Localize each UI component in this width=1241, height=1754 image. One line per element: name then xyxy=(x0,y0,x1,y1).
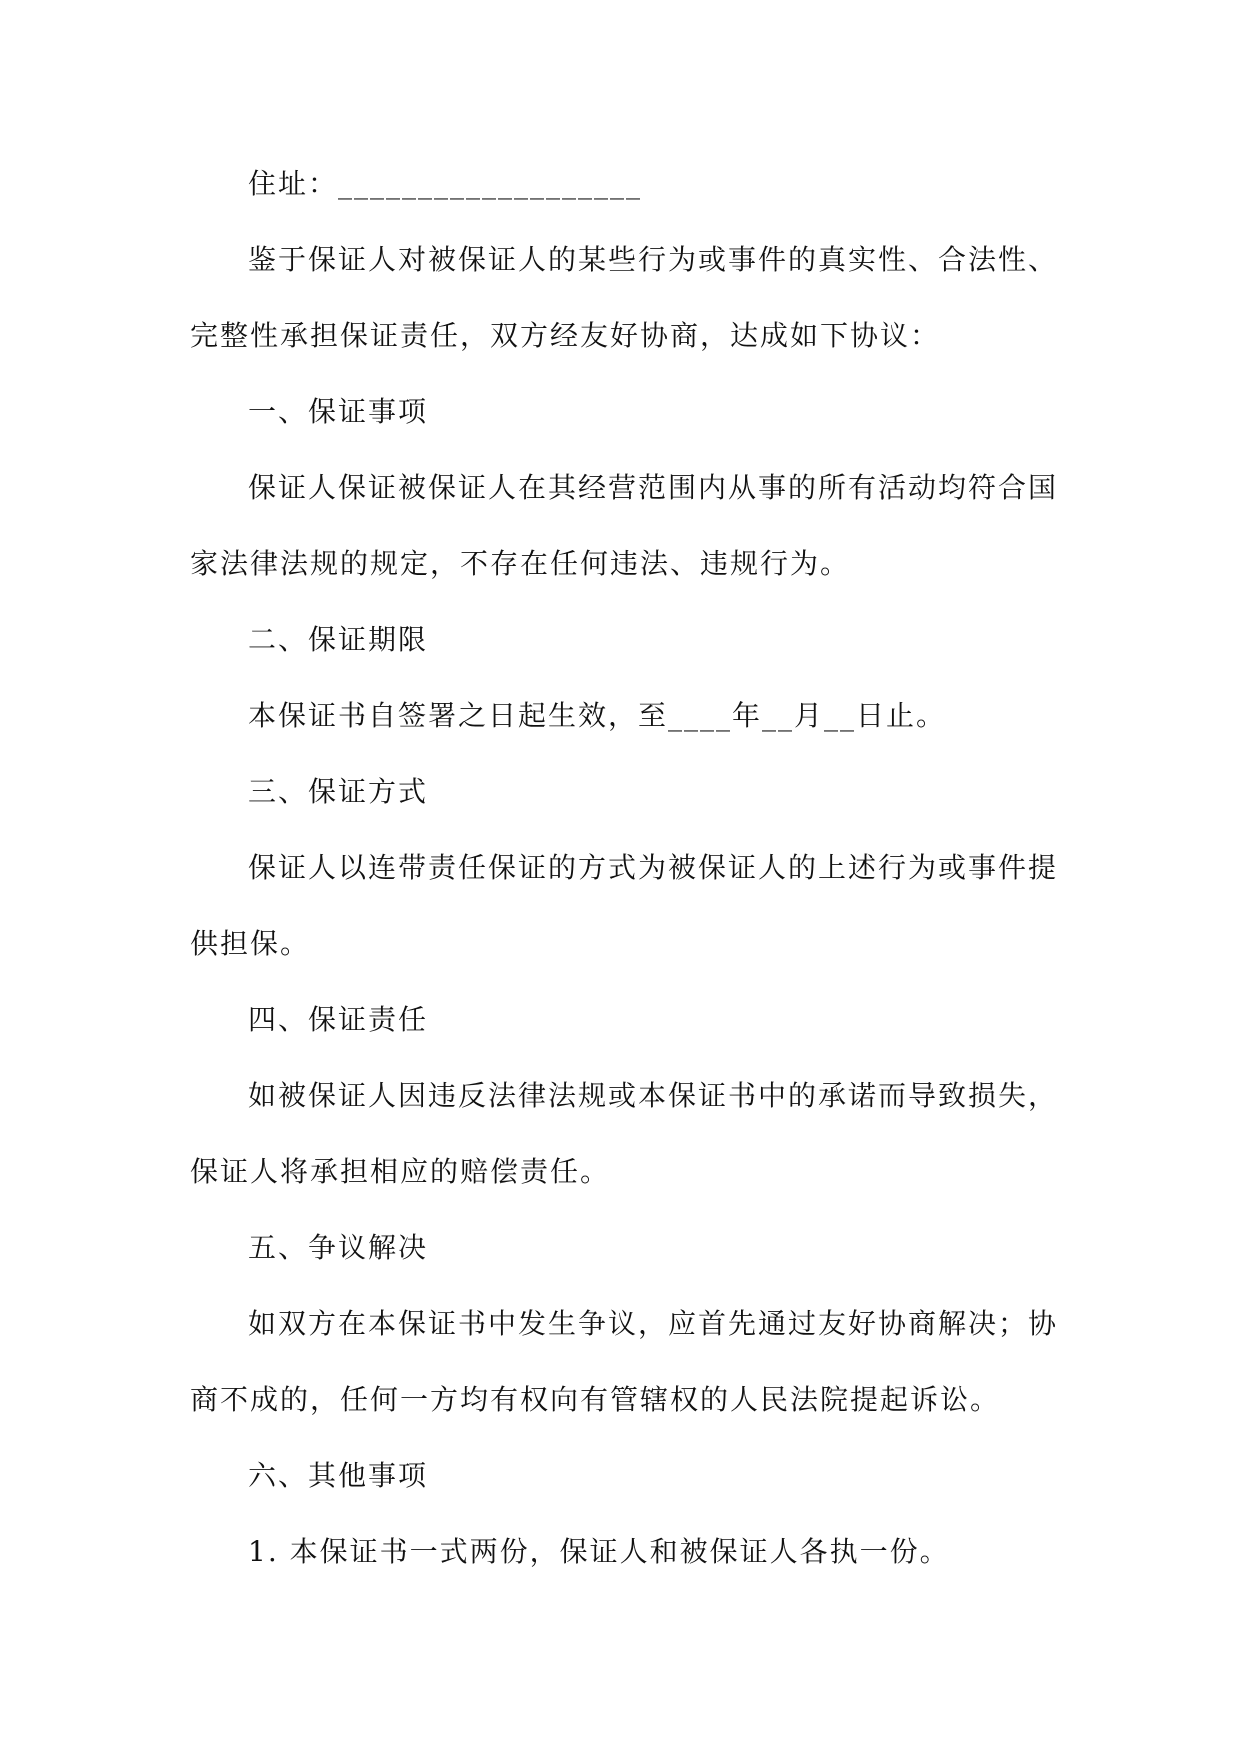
section-6-title: 六、其他事项 xyxy=(248,1459,429,1492)
section-3-title: 三、保证方式 xyxy=(248,775,429,808)
section-4-title: 四、保证责任 xyxy=(248,1003,429,1036)
section-5-title: 五、争议解决 xyxy=(248,1231,429,1264)
address-line: 住址：___________________ xyxy=(248,167,643,200)
section-2-title: 二、保证期限 xyxy=(248,623,429,656)
section-5-body: 如双方在本保证书中发生争议，应首先通过友好协商解决；协商不成的，任何一方均有权向有管辖权的人民法院提起诉讼。 xyxy=(190,1307,1059,1416)
section-3-body: 保证人以连带责任保证的方式为被保证人的上述行为或事件提供担保。 xyxy=(190,851,1059,960)
section-1-title: 一、保证事项 xyxy=(248,395,429,428)
intro-paragraph: 鉴于保证人对被保证人的某些行为或事件的真实性、合法性、完整性承担保证责任，双方经友好协商，达成如下协议： xyxy=(190,243,1059,352)
section-1-body: 保证人保证被保证人在其经营范围内从事的所有活动均符合国家法律法规的规定，不存在任何违法、违规行为。 xyxy=(190,471,1059,580)
section-4-body: 如被保证人因违反法律法规或本保证书中的承诺而导致损失，保证人将承担相应的赔偿责任。 xyxy=(190,1079,1059,1188)
document-body xyxy=(190,146,1058,1590)
section-2-body: 本保证书自签署之日起生效，至____年__月__日止。 xyxy=(248,699,947,732)
section-6-item-1: 1. 本保证书一式两份，保证人和被保证人各执一份。 xyxy=(248,1535,950,1568)
